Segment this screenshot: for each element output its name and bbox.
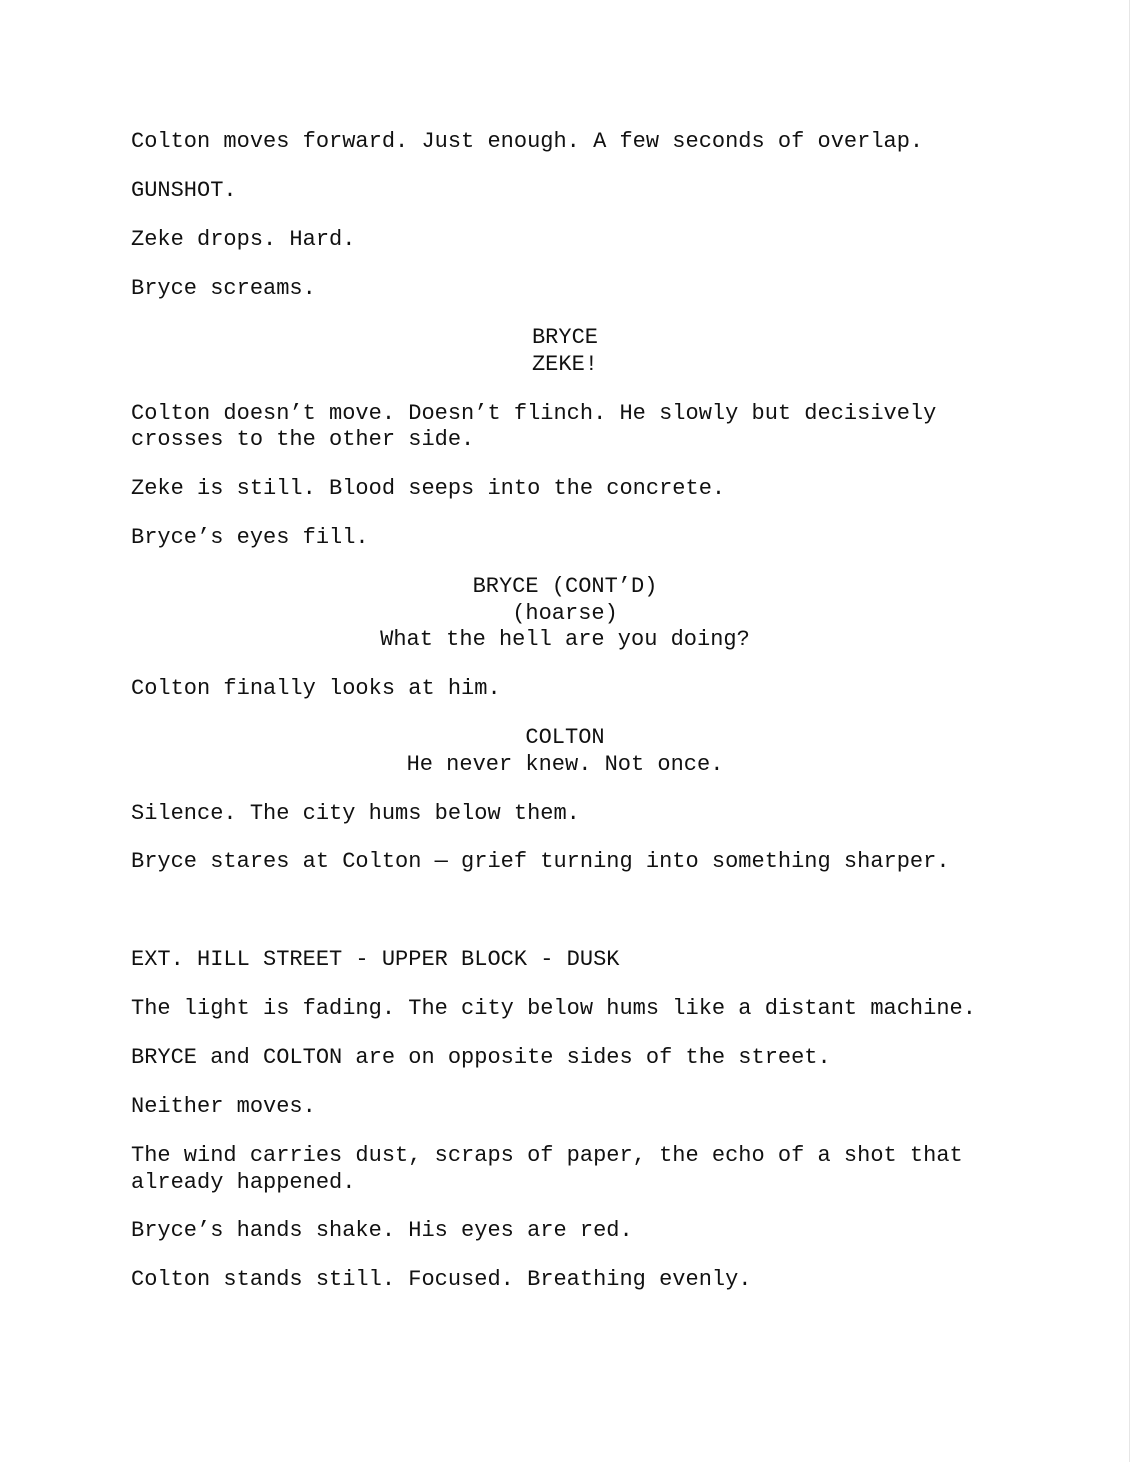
parenthetical: (hoarse) [512,601,618,626]
action-line: Colton stands still. Focused. Breathing evenly. [131,1267,752,1292]
action-line: Silence. The city hums below them. [131,801,580,826]
action-line: GUNSHOT. [131,178,237,203]
action-line: The light is fading. The city below hums like a distant machine. [131,996,976,1021]
action-line: BRYCE and COLTON are on opposite sides of the street. [131,1045,831,1070]
action-line: Neither moves. [131,1094,316,1119]
action-line: Colton moves forward. Just enough. A few seconds of overlap. [131,129,924,154]
character-cue: BRYCE [531,325,598,350]
action-line: Bryce’s eyes fill. [131,525,369,550]
action-line: already happened. [131,1170,356,1195]
action-line: Bryce’s hands shake. His eyes are red. [131,1218,633,1243]
dialogue-line: He never knew. Not once. [406,752,724,777]
character-cue: COLTON [525,725,605,750]
character-cue: BRYCE (CONT’D) [472,574,658,599]
scene-heading: EXT. HILL STREET - UPPER BLOCK - DUSK [131,947,620,972]
action-line: Zeke drops. Hard. [131,227,356,252]
action-line: Colton finally looks at him. [131,676,501,701]
dialogue-line: ZEKE! [531,352,598,377]
dialogue-line: What the hell are you doing? [380,627,750,652]
action-line: The wind carries dust, scraps of paper, the echo of a shot that [131,1143,963,1168]
action-line: Bryce stares at Colton — grief turning into something sharper. [131,849,950,874]
action-line: Bryce screams. [131,276,316,301]
action-line: Zeke is still. Blood seeps into the concrete. [131,476,726,501]
action-line: crosses to the other side. [131,427,475,452]
action-line: Colton doesn’t move. Doesn’t flinch. He slowly but decisively [131,401,937,426]
